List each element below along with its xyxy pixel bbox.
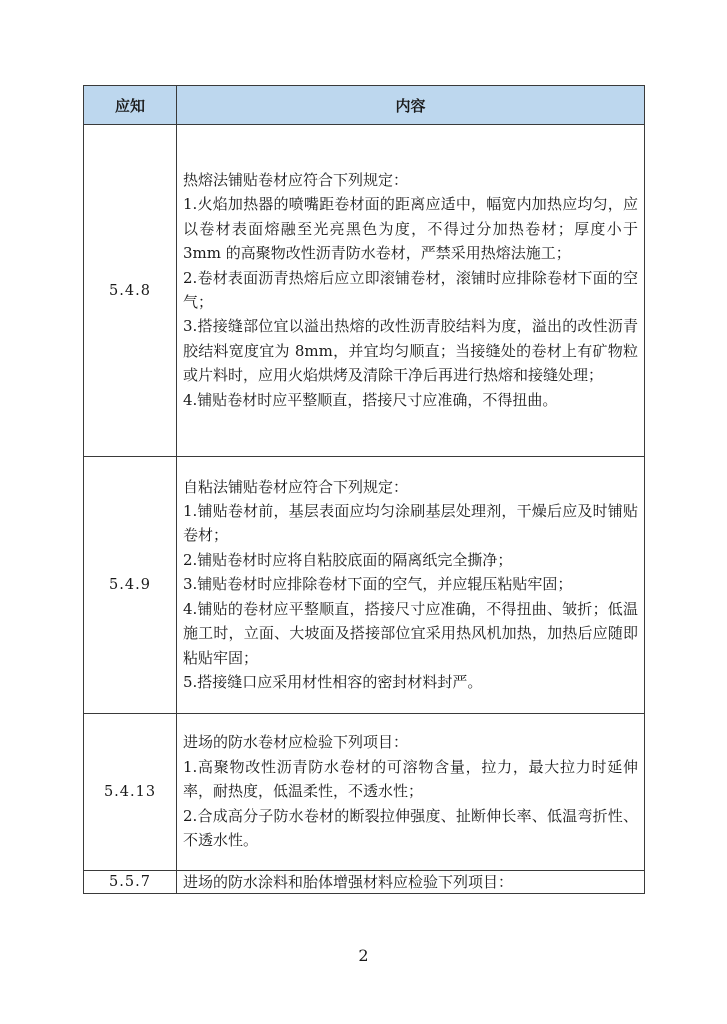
table-row [84,871,645,894]
clause-line: 进场的防水涂料和胎体增强材料应检验下列项目： [183,873,514,891]
clause-code: 5.5.7 [84,871,177,894]
clause-line: 4.铺贴的卷材应平整顺直，搭接尺寸应准确，不得扭曲、皱折；低温施工时，立面、大坡面及搭接部位宜采用热风机加热，加热后应随即粘贴牢固； [183,599,638,667]
table-row [84,714,645,871]
clause-line: 3.搭接缝部位宜以溢出热熔的改性沥青胶结料为度，溢出的改性沥青胶结料宽度宜为 8mm，并宜均匀顺直；当接缝处的卷材上有矿物粒或片料时，应用火焰烘烤及清除干净后再进行热熔和接缝处理； [183,317,638,385]
clause-code: 5.4.13 [84,714,177,871]
clause-line: 4.铺贴卷材时应平整顺直，搭接尺寸应准确，不得扭曲。 [183,390,558,409]
clause-content [177,871,645,894]
clause-line: 2.铺贴卷材时应将自粘胶底面的隔离纸完全撕净； [183,550,513,569]
clause-line: 3.铺贴卷材时应排除卷材下面的空气，并应辊压粘贴牢固； [183,575,573,594]
table-row [84,125,645,457]
clause-line: 1.铺贴卷材前，基层表面应均匀涂刷基层处理剂，干燥后应及时铺贴卷材； [183,502,638,545]
specification-table [83,85,645,894]
clause-line: 5.搭接缝口应采用材性相容的密封材料封严。 [183,672,483,691]
clause-content [177,714,645,871]
clause-line: 进场的防水卷材应检验下列项目： [183,733,409,752]
clause-code: 5.4.8 [84,125,177,457]
table-row [84,457,645,714]
table-header-row [84,86,645,125]
clause-line: 1.高聚物改性沥青防水卷材的可溶物含量，拉力，最大拉力时延伸率，耐热度，低温柔性，不透水性； [183,757,638,801]
page-number: 2 [358,946,369,965]
header-content: 内容 [177,86,645,125]
clause-line: 2.合成高分子防水卷材的断裂拉伸强度、扯断伸长率、低温弯折性、不透水性。 [183,806,638,850]
header-code: 应知 [84,86,177,125]
clause-line: 1.火焰加热器的喷嘴距卷材面的距离应适中，幅宽内加热应均匀，应以卷材表面熔融至光亮黑色为度，不得过分加热卷材；厚度小于 3mm 的高聚物改性沥青防水卷材，严禁采用热熔法施工； [183,195,638,263]
clause-line: 热熔法铺贴卷材应符合下列规定： [183,170,409,189]
clause-content [177,457,645,714]
clause-code: 5.4.9 [84,457,177,714]
clause-line: 自粘法铺贴卷材应符合下列规定： [183,477,409,496]
clause-line: 2.卷材表面沥青热熔后应立即滚铺卷材，滚铺时应排除卷材下面的空气； [183,268,638,311]
clause-content [177,125,645,457]
